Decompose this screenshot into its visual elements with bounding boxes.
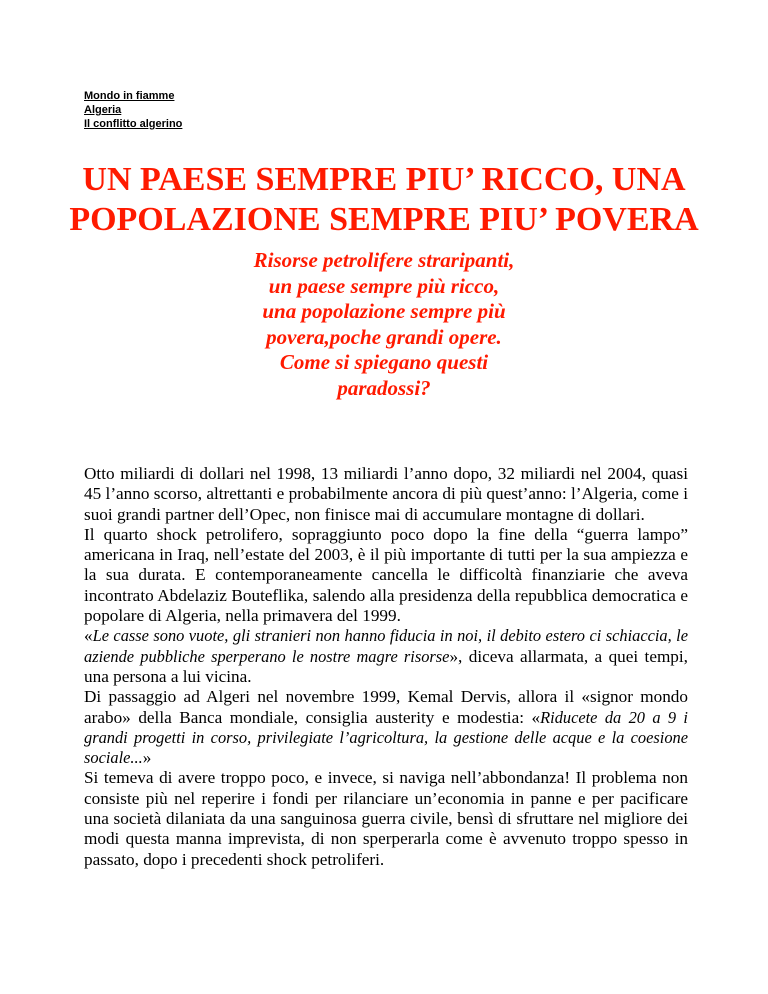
subtitle-line-5: Come si spiegano questi bbox=[279, 350, 489, 374]
page-title bbox=[0, 160, 768, 240]
page-title-line-2: POPOLAZIONE SEMPRE PIU’ POVERA bbox=[69, 201, 699, 238]
subtitle-line-3: una popolazione sempre più bbox=[262, 299, 506, 323]
paragraph-5: Si temeva di avere troppo poco, e invece, si naviga nell’abbondanza! Il problema non consiste più nel reperire i fondi per rilanciare un’economia in panne e per pacificare una società dilaniata da una sanguinosa guerra civile, bensì di sfruttare nel migliore dei modi questa manna imprevista, di non sperperarla come è avvenuto troppo spesso in passato, dopo i precedenti shock petroliferi. bbox=[84, 768, 688, 869]
breadcrumb-link-conflitto-algerino[interactable]: Il conflitto algerino bbox=[84, 118, 183, 130]
page-title-line-1: UN PAESE SEMPRE PIU’ RICCO, UNA bbox=[82, 161, 686, 198]
quote-casse-vuote: Le casse sono vuote, gli stranieri non hanno fiducia in noi, il debito estero ci schiaccia, le aziende pubbliche sperperano le nostre magre risorse bbox=[84, 626, 688, 666]
quote-riducete: Riducete da 20 a 9 i grandi progetti in corso, privilegiate l’agricoltura, la gestione delle acque e la coesione sociale... bbox=[84, 707, 688, 768]
breadcrumb-link-algeria[interactable]: Algeria bbox=[84, 104, 122, 116]
quote-open-mark: « bbox=[84, 626, 93, 646]
article-body bbox=[84, 464, 688, 870]
breadcrumb-link-mondo-in-fiamme[interactable]: Mondo in fiamme bbox=[84, 90, 175, 102]
subtitle-line-6: paradossi? bbox=[337, 375, 431, 400]
subtitle-line-4: povera,poche grandi opere. bbox=[266, 324, 502, 349]
paragraph-3-rest: », diceva allarmata, a quei tempi, una persona a lui vicina. bbox=[84, 646, 688, 686]
subtitle-line-2: un paese sempre più ricco, bbox=[268, 273, 500, 298]
paragraph-2: Il quarto shock petrolifero, sopraggiunto poco dopo la fine della “guerra lampo” americana in Iraq, nell’estate del 2003, è il più importante di tutti per la sua ampiezza e la sua durata. E contemporaneamente cancella le difficoltà finanziarie che aveva incontrato Abdelaziz Bouteflika, salendo alla presidenza della repubblica democratica e popolare di Algeria, nella primavera del 1999. bbox=[84, 524, 688, 626]
paragraph-4 bbox=[84, 687, 688, 768]
subtitle-line-1: Risorse petrolifere straripanti, bbox=[253, 248, 515, 272]
paragraph-3 bbox=[84, 626, 688, 687]
paragraph-4-intro: Di passaggio ad Algeri nel novembre 1999, Kemal Dervis, allora il «signor mondo arabo» della Banca mondiale, consiglia austerity e modestia: « bbox=[84, 687, 688, 727]
paragraph-1: Otto miliardi di dollari nel 1998, 13 miliardi l’anno dopo, 32 miliardi nel 2004, quasi 45 l’anno scorso, altrettanti e probabilmente ancora di più quest’anno: l’Algeria, come i suoi grandi partner dell’Opec, non finisce mai di accumulare montagne di dollari. bbox=[84, 464, 688, 524]
quote-close-mark: » bbox=[142, 748, 152, 768]
breadcrumb bbox=[84, 89, 182, 131]
subtitle bbox=[214, 248, 554, 401]
